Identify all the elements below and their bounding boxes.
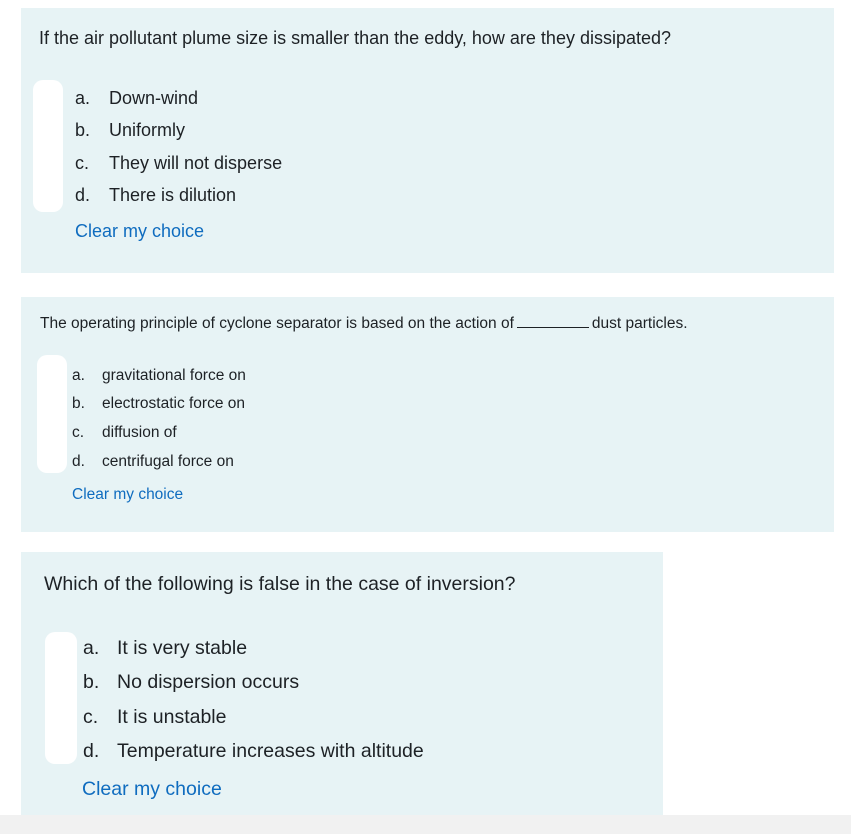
question-text: [40, 315, 688, 333]
option-label: Down-wind: [109, 88, 199, 108]
question-text-after: dust particles.: [591, 315, 688, 332]
option-letter: a.: [72, 367, 85, 384]
option-label: diffusion of: [102, 424, 177, 441]
option-letter: b.: [75, 120, 91, 140]
clear-choice-link[interactable]: Clear my choice: [72, 486, 184, 503]
option-letter: a.: [75, 88, 91, 108]
option-letter: d.: [72, 453, 85, 470]
option-b[interactable]: [75, 120, 185, 141]
option-label: It is very stable: [117, 637, 248, 659]
option-d[interactable]: [83, 740, 424, 763]
option-label: Temperature increases with altitude: [117, 740, 424, 762]
option-b[interactable]: [72, 395, 245, 413]
option-letter: a.: [83, 637, 100, 659]
option-a[interactable]: [83, 637, 247, 660]
option-label: gravitational force on: [102, 367, 246, 384]
question-card-2: [21, 297, 834, 532]
option-label: electrostatic force on: [102, 395, 246, 412]
option-letter: c.: [72, 424, 85, 441]
option-d[interactable]: [75, 185, 236, 206]
question-text-before: The operating principle of cyclone separator is based on the action of: [40, 315, 514, 332]
option-c[interactable]: [72, 424, 177, 442]
option-letter: c.: [83, 706, 99, 728]
option-letter: c.: [75, 153, 90, 173]
redaction-mark: [37, 355, 67, 473]
clear-choice-link[interactable]: Clear my choice: [82, 778, 222, 800]
option-label: They will not disperse: [109, 153, 283, 173]
redaction-mark: [45, 632, 77, 764]
option-letter: d.: [83, 740, 100, 762]
question-card-3: [21, 552, 663, 815]
option-a[interactable]: [75, 88, 198, 109]
clear-choice-link[interactable]: Clear my choice: [75, 221, 205, 241]
page-footer-bar: [0, 815, 851, 834]
question-text: If the air pollutant plume size is smaller than the eddy, how are they dissipated?: [39, 28, 672, 48]
redaction-mark: [33, 80, 63, 212]
option-d[interactable]: [72, 453, 234, 471]
question-card-1: [21, 8, 834, 273]
option-letter: b.: [83, 671, 100, 693]
question-text: Which of the following is false in the case of inversion?: [44, 573, 516, 595]
option-letter: b.: [72, 395, 85, 412]
option-label: centrifugal force on: [102, 453, 234, 470]
option-c[interactable]: [83, 706, 226, 729]
option-c[interactable]: [75, 153, 282, 174]
option-label: Uniformly: [109, 120, 186, 140]
option-b[interactable]: [83, 671, 299, 694]
option-a[interactable]: [72, 367, 246, 385]
option-label: There is dilution: [109, 185, 237, 205]
option-label: No dispersion occurs: [117, 671, 300, 693]
option-letter: d.: [75, 185, 91, 205]
fill-in-blank: [517, 315, 589, 328]
option-label: It is unstable: [117, 706, 227, 728]
